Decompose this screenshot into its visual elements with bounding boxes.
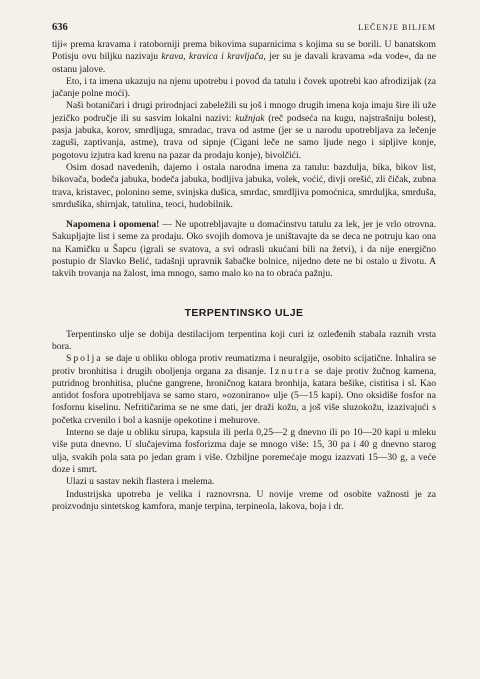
- text-span: Naši botaničari i drugi prirodnjaci zabeležili su još i mnogo drugih imena koja imaju šire ili uže jezičko područje ili su sasvim lokalni nazivi:: [52, 100, 436, 124]
- paragraph: [52, 353, 436, 427]
- paragraph: Ulazi u sastav nekih flastera i melema.: [66, 476, 215, 488]
- paragraph: Osim dosad navedenih, dajemo i ostala narodna imena za tatulu: bazdulja, bika, bikov list, bikovača, bodeča jabuka, bodeča jabuka, bodljiva jabuka, volek, voćić, divji orešić, zli čičak, zubna trava, kristavec, polonino seme, svinjska dušica, smrdac, smrdljiva pomoćnica, smrduljka, smrduša, smrdušika, shirnjak, tatulina, teoci, hudobilnik.: [52, 161, 436, 210]
- warning-label: Napomena i opomena!: [66, 219, 160, 231]
- text-span: se daje protiv žučnog kamena, putridnog bronhitisa, plućne gangrene, hroničnog katara bronhija, katara bešike, cistitisa i sl. Kao antidot fosfora upotrebljava se samo staro, »ozonirano« ulje (5—15 kapi). Ono oksidiše fosfor na fosfornu kiselinu. Nefritičarima se ne sme dati, jer draži kožu, a još više sluzokožu, izazivajući s početka crvenilo i bol a kasnije opekotine i mehurove.: [52, 365, 436, 426]
- paragraph: [52, 100, 436, 161]
- spaced-lead: Iznutra: [269, 365, 311, 377]
- section-title: TERPENTINSKO ULJE: [184, 306, 304, 319]
- paragraph: Industrijska upotreba je velika i raznovrsna. U novije vreme od osobite važnosti je za proizvodnju sintetskog kamfora, manje terpina, terpineola, lakova, boja i dr.: [52, 488, 436, 512]
- text-span: (reč podseća na kugu, najstrašniju bolest), pasja jabuka, korov, smrdljuga, smradac, trava od astme (jer se u narodu upotrebljava za lečenje zaguši, zaptivanja, astme), trava od sipnje (Cigani leče ne samo ljude nego i sipljive konje, pogotovu izjutra kad krenu na pazar da prodaju konje), bivolčići.: [52, 112, 436, 161]
- running-title: LEČENJE BILJEM: [358, 23, 436, 32]
- paragraph: Interno se daje u obliku sirupa, kapsula ili perla 0,25—2 g dnevno ili po 10—20 kapi u mleku više puta dnevno. U slučajevima fosforizma daje se mnogo više: 15, 30 pa i 40 g dnevno starog ulja, svakih pola sata po jedan gram i više. Ozbiljne poremećaje mogu izazvati 15—30 g, a veće doze i smrt.: [52, 427, 436, 475]
- paragraph: Eto, i ta imena ukazuju na njenu upotrebu i povod da tatulu i čovek upotrebi kao afrodizijak (za jačanje polne moći).: [52, 75, 436, 100]
- spaced-lead: Spolja: [66, 353, 103, 365]
- page-header: [52, 22, 436, 33]
- page-number: 636: [52, 22, 68, 33]
- paragraph: Terpentinsko ulje se dobija destilacijom terpentina koji curi iz ozleđenih stabala raznih vrsta bora.: [52, 328, 436, 352]
- text-column: [52, 39, 436, 513]
- italic-term: kužnjak: [235, 112, 265, 124]
- text-span: — Ne upotrebljavajte u domaćinstvu tatulu za lek, jer je vrlo otrovna. Sakupljajte list i seme za prodaju. Oko svojih domova je uništavajte da se deca ne potruju kao ona na Kamičku u Šapcu (igrali se svatova, a svi odrasli ukućani bili na žetvi), i da nije energično postupio dr Slavko Belić, tadašnji upravnik šabačke bolnice, nijedno dete ne bi ostalo u životu. A takvih trovanja na žalost, ima mnogo, samo malo ko na to obraća pažnju.: [52, 219, 436, 280]
- italic-term: krava, kravica i kravljača,: [161, 51, 266, 63]
- text-span: tiji« prema kravama i ratoborniji prema bikovima suparnicima s kojima su se borili. U banatskom Potisju ovu biljku nazivaju: [52, 39, 436, 63]
- text-span: jer su je davali kravama »da vode«, da ne ostanu jalove.: [52, 51, 436, 75]
- paragraph: [52, 39, 436, 76]
- warning-paragraph: [52, 219, 436, 280]
- text-span: se daje u obliku obloga protiv reumatizma i neuralgije, osobito scijatične. Inhalira se protiv bronhitisa i drugih oboljenja organa za disanje.: [52, 353, 436, 377]
